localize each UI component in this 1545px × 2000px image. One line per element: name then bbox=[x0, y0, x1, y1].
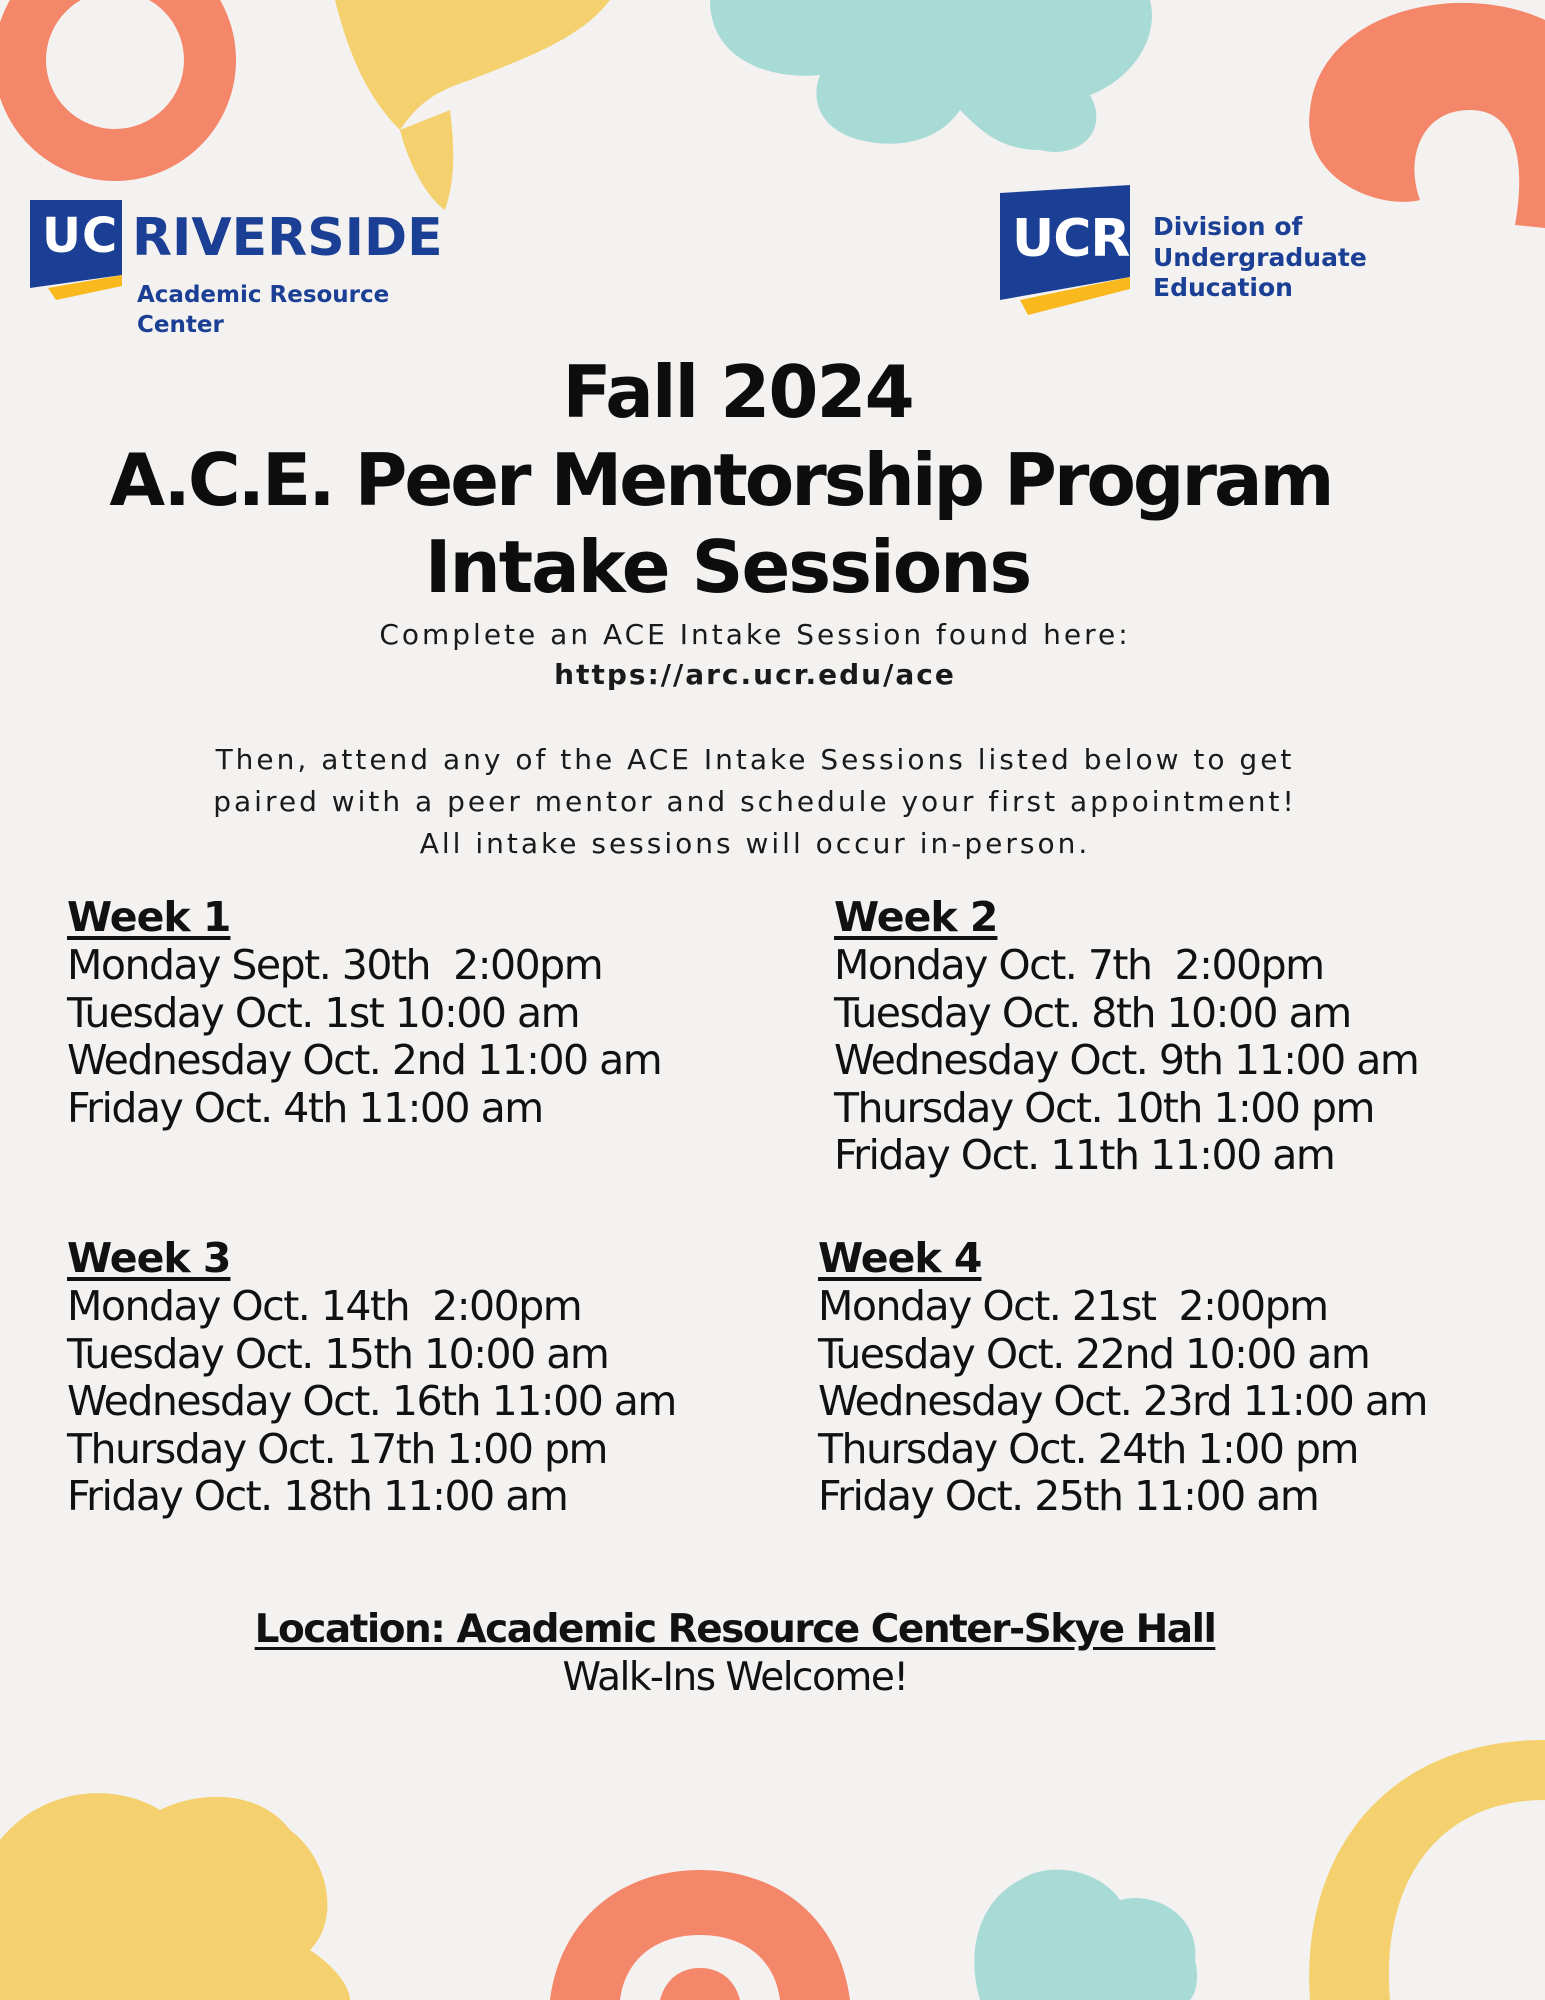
location-label: Location: Academic Resource Center-Skye Hall bbox=[254, 1607, 1216, 1652]
session-item: Tuesday Oct. 1st 10:00 am bbox=[67, 988, 580, 1037]
title-program-name: A.C.E. Peer Mentorship Program bbox=[109, 438, 1332, 522]
session-item: Thursday Oct. 10th 1:00 pm bbox=[834, 1083, 1374, 1132]
session-item: Thursday Oct. 17th 1:00 pm bbox=[67, 1424, 607, 1473]
title-fall-2024: Fall 2024 bbox=[562, 350, 913, 434]
session-item: Monday Oct. 7th 2:00pm bbox=[834, 941, 1324, 989]
session-item: Monday Sept. 30th 2:00pm bbox=[67, 941, 603, 989]
yellow-arc-shape bbox=[1309, 1740, 1545, 2000]
session-item: Friday Oct. 25th 11:00 am bbox=[818, 1472, 1319, 1520]
week-title: Week 4 bbox=[818, 1234, 982, 1282]
week-2-schedule bbox=[834, 892, 1418, 1180]
session-item: Wednesday Oct. 23rd 11:00 am bbox=[818, 1377, 1427, 1425]
session-item: Wednesday Oct. 2nd 11:00 am bbox=[67, 1036, 662, 1084]
week-4-schedule bbox=[818, 1233, 1427, 1521]
session-item: Monday Oct. 14th 2:00pm bbox=[67, 1282, 582, 1330]
undergraduate-education-label: Undergraduate Education bbox=[1153, 243, 1367, 302]
intro-complete-session: Complete an ACE Intake Session found here: bbox=[379, 618, 1131, 651]
session-item: Monday Oct. 21st 2:00pm bbox=[818, 1282, 1328, 1330]
yellow-blob-bottom-shape bbox=[0, 1793, 350, 2000]
session-item: Friday Oct. 18th 11:00 am bbox=[67, 1472, 568, 1520]
week-1-schedule bbox=[67, 892, 661, 1132]
intro-in-person-line: All intake sessions will occur in-person. bbox=[419, 827, 1091, 860]
coral-ring-shape bbox=[20, 0, 210, 155]
academic-resource-center-label: Academic Resource Center bbox=[137, 282, 390, 338]
intro-paired-line: paired with a peer mentor and schedule your first appointment! bbox=[213, 785, 1297, 818]
walk-ins-note: Walk-Ins Welcome! bbox=[562, 1655, 908, 1700]
title-intake-sessions: Intake Sessions bbox=[424, 525, 1031, 609]
week-3-schedule bbox=[67, 1233, 676, 1521]
session-item: Tuesday Oct. 8th 10:00 am bbox=[834, 988, 1351, 1037]
division-of-label: Division of bbox=[1153, 212, 1303, 241]
teal-blob-shape bbox=[710, 0, 1152, 152]
riverside-wordmark: RIVERSIDE bbox=[132, 208, 443, 268]
yellow-leaf-shape-2 bbox=[400, 110, 453, 210]
ucr-badge-text: UCR bbox=[1012, 209, 1130, 269]
session-item: Wednesday Oct. 16th 11:00 am bbox=[67, 1377, 676, 1425]
uc-badge-text: UC bbox=[42, 208, 119, 264]
session-item: Tuesday Oct. 15th 10:00 am bbox=[67, 1329, 609, 1378]
teal-blob-bottom-shape bbox=[974, 1870, 1197, 2000]
uc-riverside-logo bbox=[30, 200, 470, 338]
coral-arch-inner-shape bbox=[660, 1968, 740, 2000]
week-title: Week 2 bbox=[834, 893, 998, 941]
week-title: Week 1 bbox=[67, 893, 231, 941]
intro-attend-line: Then, attend any of the ACE Intake Sessions listed below to get bbox=[215, 743, 1295, 776]
week-title: Week 3 bbox=[67, 1234, 231, 1282]
yellow-leaf-shape bbox=[335, 0, 610, 130]
session-item: Friday Oct. 4th 11:00 am bbox=[67, 1083, 543, 1132]
intro-url-link[interactable]: https://arc.ucr.edu/ace bbox=[554, 658, 956, 691]
session-item: Thursday Oct. 24th 1:00 pm bbox=[818, 1424, 1358, 1473]
session-item: Tuesday Oct. 22nd 10:00 am bbox=[818, 1329, 1370, 1378]
session-item: Friday Oct. 11th 11:00 am bbox=[834, 1131, 1335, 1179]
ucr-division-logo bbox=[1000, 185, 1480, 325]
session-item: Wednesday Oct. 9th 11:00 am bbox=[834, 1036, 1419, 1084]
